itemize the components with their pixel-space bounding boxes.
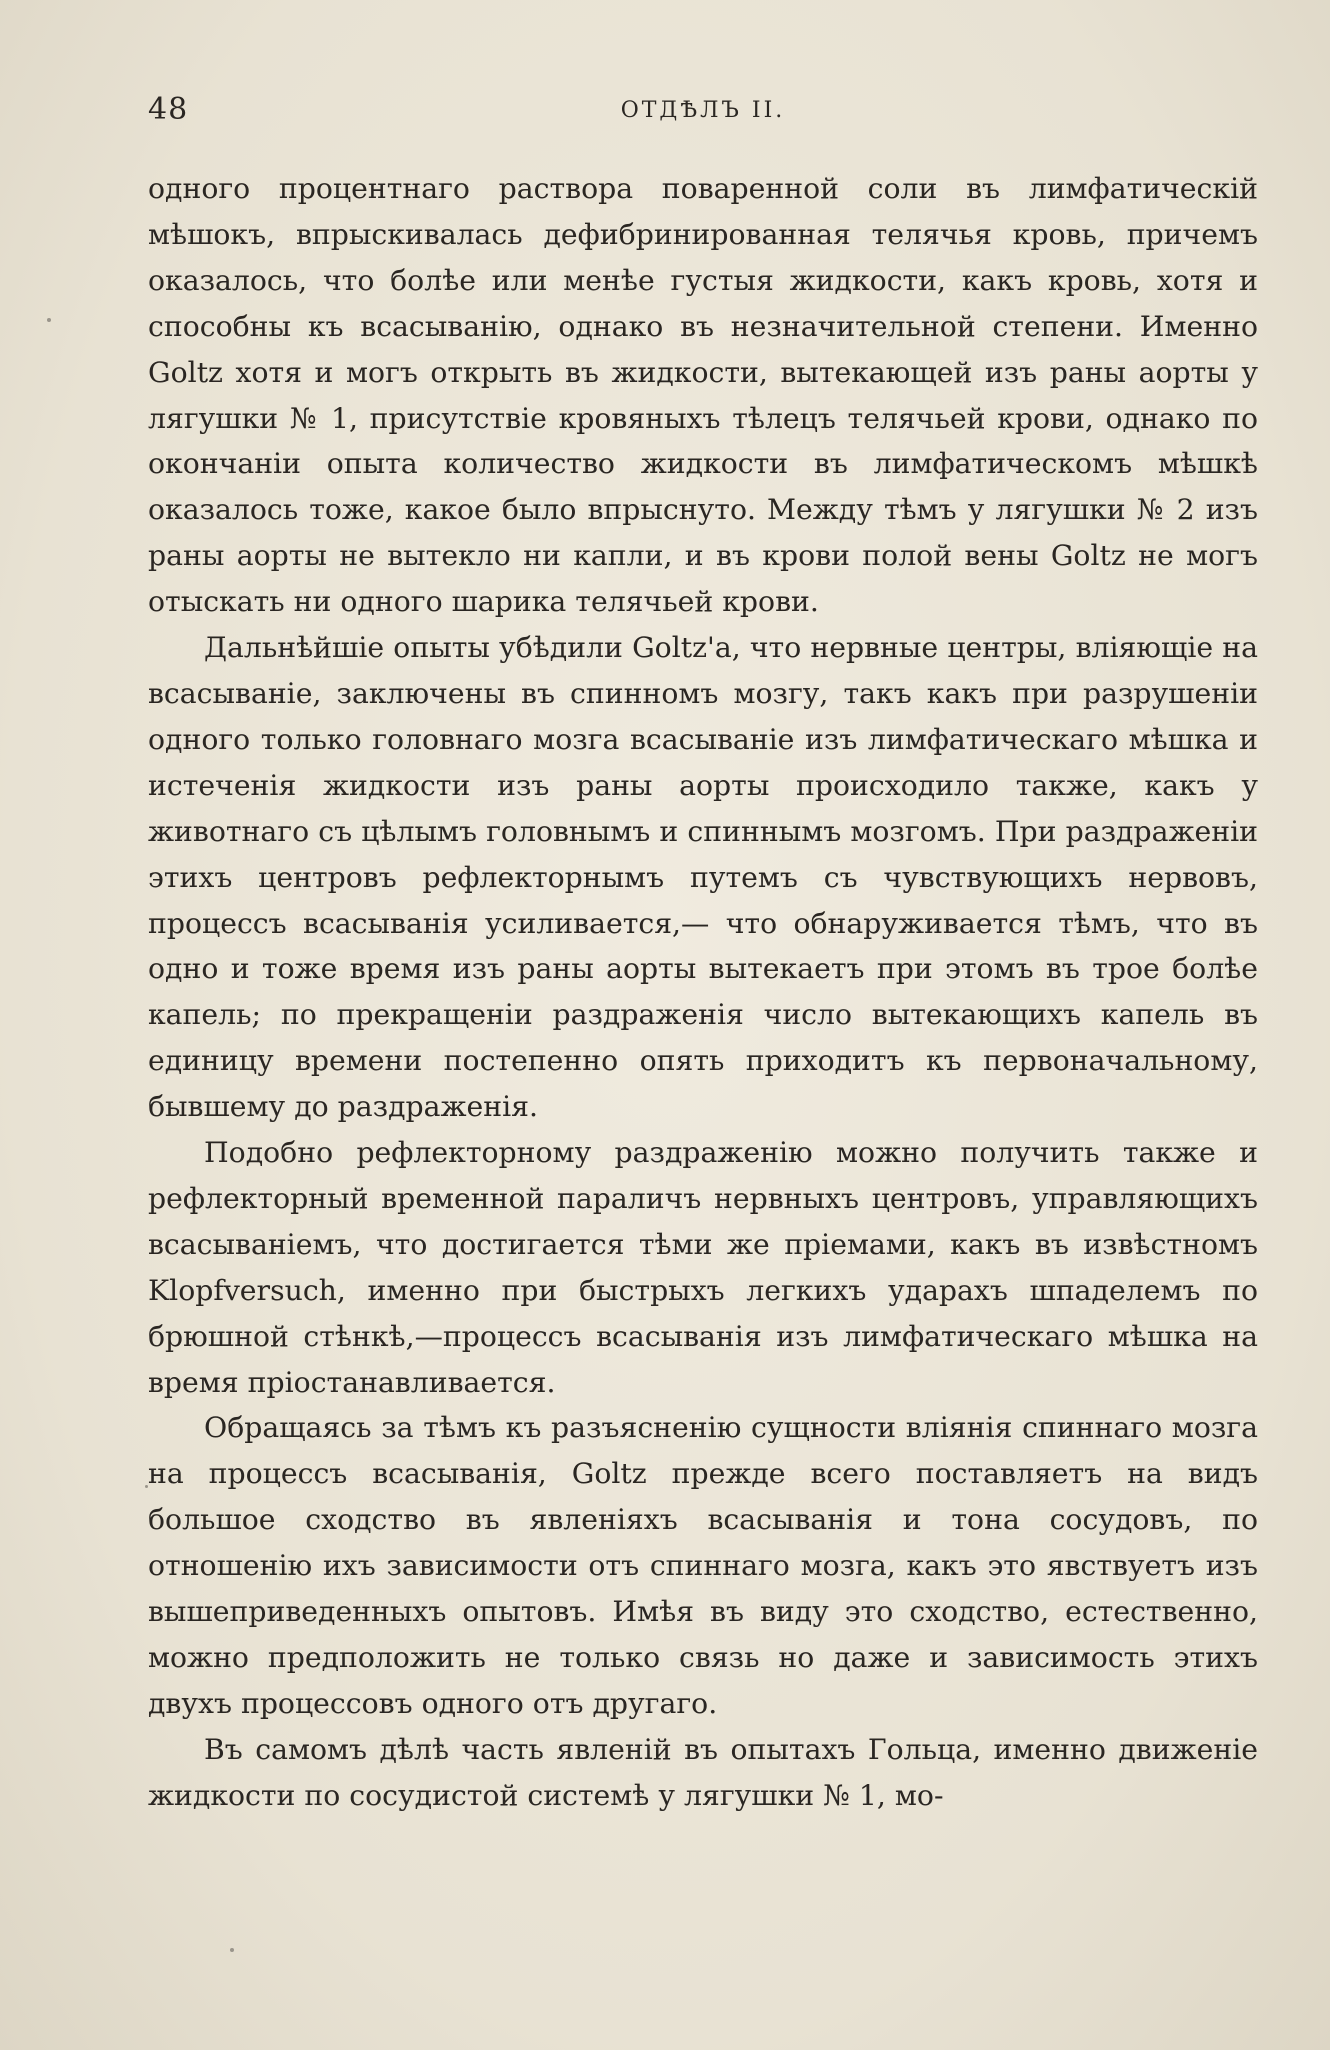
- paragraph: Подобно рефлекторному раздраженію можно получить также и рефлекторный временной параличъ нервныхъ центровъ, управляющихъ всасываніемъ, что достигается тѣми же пріемами, какъ въ извѣстномъ Klopfversuch, именно при быстрыхъ легкихъ ударахъ шпаделемъ по брюшной стѣнкѣ,—процессъ всасыванія изъ лимфатическаго мѣшка на время пріостанавливается.: [148, 1136, 1258, 1399]
- paper-speck: [145, 1485, 148, 1488]
- paragraph: Въ самомъ дѣлѣ часть явленій въ опытахъ Гольца, именно движеніе жидкости по сосудистой системѣ у лягушки № 1, мо-: [148, 1732, 1258, 1812]
- paragraph-continuation: одного процентнаго раствора поваренной соли въ лимфатическій мѣшокъ, впрыскивалась дефибринированная телячья кровь, причемъ оказалось, что болѣе или менѣе густыя жидкости, какъ кровь, хотя и способны къ всасыванію, однако въ незначительной степени. Именно Goltz хотя и могъ открыть въ жидкости, вытекающей изъ раны аорты у лягушки № 1, присутствіе кровяныхъ тѣлецъ телячьей крови, однако по окончаніи опыта количество жидкости въ лимфатическомъ мѣшкѣ оказалось тоже, какое было впрыснуто. Между тѣмъ у лягушки № 2 изъ раны аорты не вытекло ни капли, и въ крови полой вены Goltz не могъ отыскать ни одного шарика телячьей крови.: [148, 172, 1258, 619]
- body-text: [148, 166, 1258, 1819]
- paper-speck: [230, 1948, 234, 1952]
- paragraph: Обращаясь за тѣмъ къ разъясненію сущности вліянія спиннаго мозга на процессъ всасыванія, Goltz прежде всего поставляетъ на видъ большое сходство въ явленіяхъ всасыванія и тона сосудовъ, по отношенію ихъ зависимости отъ спиннаго мозга, какъ это явствуетъ изъ вышеприведенныхъ опытовъ. Имѣя въ виду это сходство, естественно, можно предположить не только связь но даже и зависимость этихъ двухъ процессовъ одного отъ другаго.: [148, 1411, 1258, 1720]
- paper-speck: [47, 318, 51, 322]
- running-head: [148, 92, 1258, 132]
- paragraph: Дальнѣйшіе опыты убѣдили Goltz'а, что нервные центры, вліяющіе на всасываніе, заключены въ спинномъ мозгу, такъ какъ при разрушеніи одного только головнаго мозга всасываніе изъ лимфатическаго мѣшка и истеченія жидкости изъ раны аорты происходило также, какъ у животнаго съ цѣлымъ головнымъ и спиннымъ мозгомъ. При раздраженіи этихъ центровъ рефлекторнымъ путемъ съ чувствующихъ нервовъ, процессъ всасыванія усиливается,— что обнаруживается тѣмъ, что въ одно и тоже время изъ раны аорты вытекаетъ при этомъ въ трое болѣе капель; по прекращеніи раздраженія число вытекающихъ капель въ единицу времени постепенно опять приходитъ къ первоначальному, бывшему до раздраженія.: [148, 631, 1258, 1124]
- page-number: 48: [148, 92, 189, 127]
- section-title: ОТДѢЛЪ II.: [620, 98, 786, 123]
